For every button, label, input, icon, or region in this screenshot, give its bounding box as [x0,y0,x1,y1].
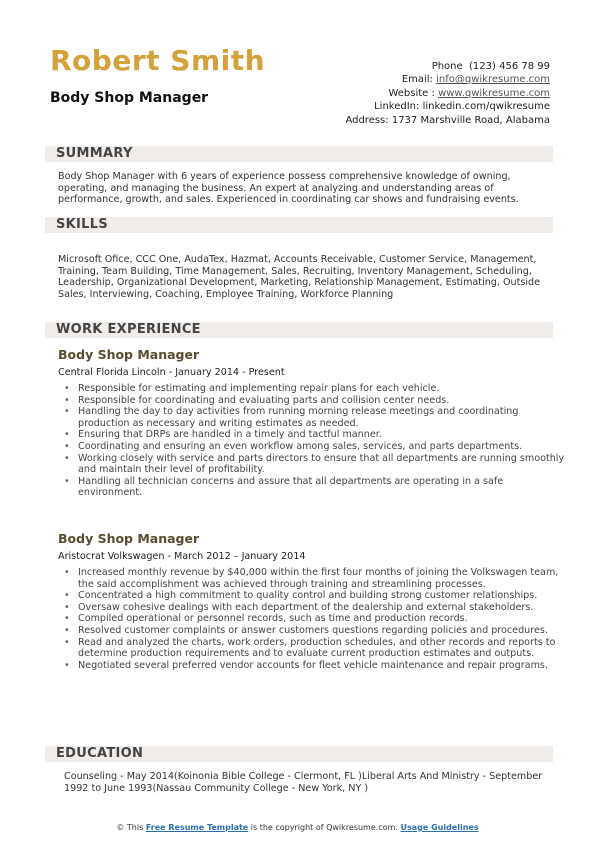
list-item: • Coordinating and ensuring an even workflow among sales, services, and parts departments. [78,441,568,453]
candidate-name: Robert Smith [50,44,266,77]
list-item: • Ensuring that DRPs are handled in a timely and tactful manner. [78,429,568,441]
experience-heading: WORK EXPERIENCE [56,322,201,337]
skills-text: Microsoft Ofice, CCC One, AudaTex, Hazmat, Accounts Receivable, Customer Service, Management, Training, Team Building, Time Management, Sales, Recruiting, Inventory Management, Scheduling, Leadership, Organizational Development, Marketing, Relationship Management, Estimating, Outside Sales, Interviewing, Coaching, Employee Training, Workforce Planning [58,254,541,301]
website-label: Website : [388,87,435,99]
contact-address [345,114,550,127]
website-link[interactable]: www.qwikresume.com [438,87,550,99]
list-item: • Working closely with service and parts directors to ensure that all departments are running smoothly and maintain their level of profitability. [78,453,568,476]
contact-block [345,60,550,127]
phone-value: (123) 456 78 99 [469,61,550,72]
job-bullets [58,383,568,499]
list-item: • Resolved customer complaints or answer customers questions regarding policies and procedures. [78,625,568,637]
list-item: • Responsible for estimating and implementing repair plans for each vehicle. [78,383,568,395]
list-item: • Read and analyzed the charts, work orders, production schedules, and other records and reports to determine production requirements and to evaluate current production estimates and outputs. [78,637,568,660]
job-meta: Aristocrat Volkswagen - March 2012 – January 2014 [58,551,306,562]
list-item: • Concentrated a high commitment to quality control and building strong customer relationships. [78,590,568,602]
job-bullets [58,567,568,671]
skills-header-bar [45,217,553,233]
email-link[interactable]: info@qwikresume.com [436,74,550,86]
list-item: • Negotiated several preferred vendor accounts for fleet vehicle maintenance and repair programs. [78,660,568,672]
usage-guidelines-link[interactable]: Usage Guidelines [400,823,479,832]
job-meta: Central Florida Lincoln - January 2014 - Present [58,367,285,378]
footer-prefix: © This [116,823,144,832]
linkedin-label: LinkedIn: [374,101,420,113]
summary-heading: SUMMARY [56,146,133,161]
job-title: Body Shop Manager [58,347,200,362]
free-resume-template-link[interactable]: Free Resume Template [145,823,249,832]
list-item: • Handling the day to day activities from running morning release meetings and coordinating production as necessary and writing estimates as needed. [78,406,568,429]
contact-email [345,73,550,86]
education-text: Counseling - May 2014(Koinonia Bible College - Clermont, FL )Liberal Arts And Ministry - September 1992 to June 1993(Nassau Community College - New York, NY ) [64,771,543,794]
address-label: Address: [345,114,389,126]
list-item: • Oversaw cohesive dealings with each department of the dealership and external stakeholders. [78,602,568,614]
job-title: Body Shop Manager [58,531,200,546]
email-label: Email: [401,74,433,86]
contact-website [345,87,550,100]
candidate-title: Body Shop Manager [50,90,209,106]
footer-middle: is the copyright of Qwikresume.com. [250,823,398,832]
phone-label: Phone [431,61,463,72]
skills-heading: SKILLS [56,217,109,232]
list-item: • Handling all technician concerns and assure that all departments are operating in a safe environment. [78,476,568,499]
contact-linkedin [345,100,550,113]
contact-phone [345,60,550,73]
address-value: 1737 Marshville Road, Alabama [391,114,550,126]
linkedin-value: linkedin.com/qwikresume [422,101,550,113]
list-item: • Responsible for coordinating and evaluating parts and collision center needs. [78,395,568,407]
list-item: • Compiled operational or personnel records, such as time and production records. [78,613,568,625]
footer [0,823,595,832]
education-heading: EDUCATION [56,746,144,761]
summary-text: Body Shop Manager with 6 years of experience possess comprehensive knowledge of owning, operating, and managing the business. An expert at analyzing and understanding areas of performance, growth, and sales. Experienced in coordinating car shows and fundraising events. [58,171,519,206]
list-item: • Increased monthly revenue by $40,000 within the first four months of joining the Volkswagen team, the said accomplishment was achieved through training and streamlining processes. [78,567,568,590]
